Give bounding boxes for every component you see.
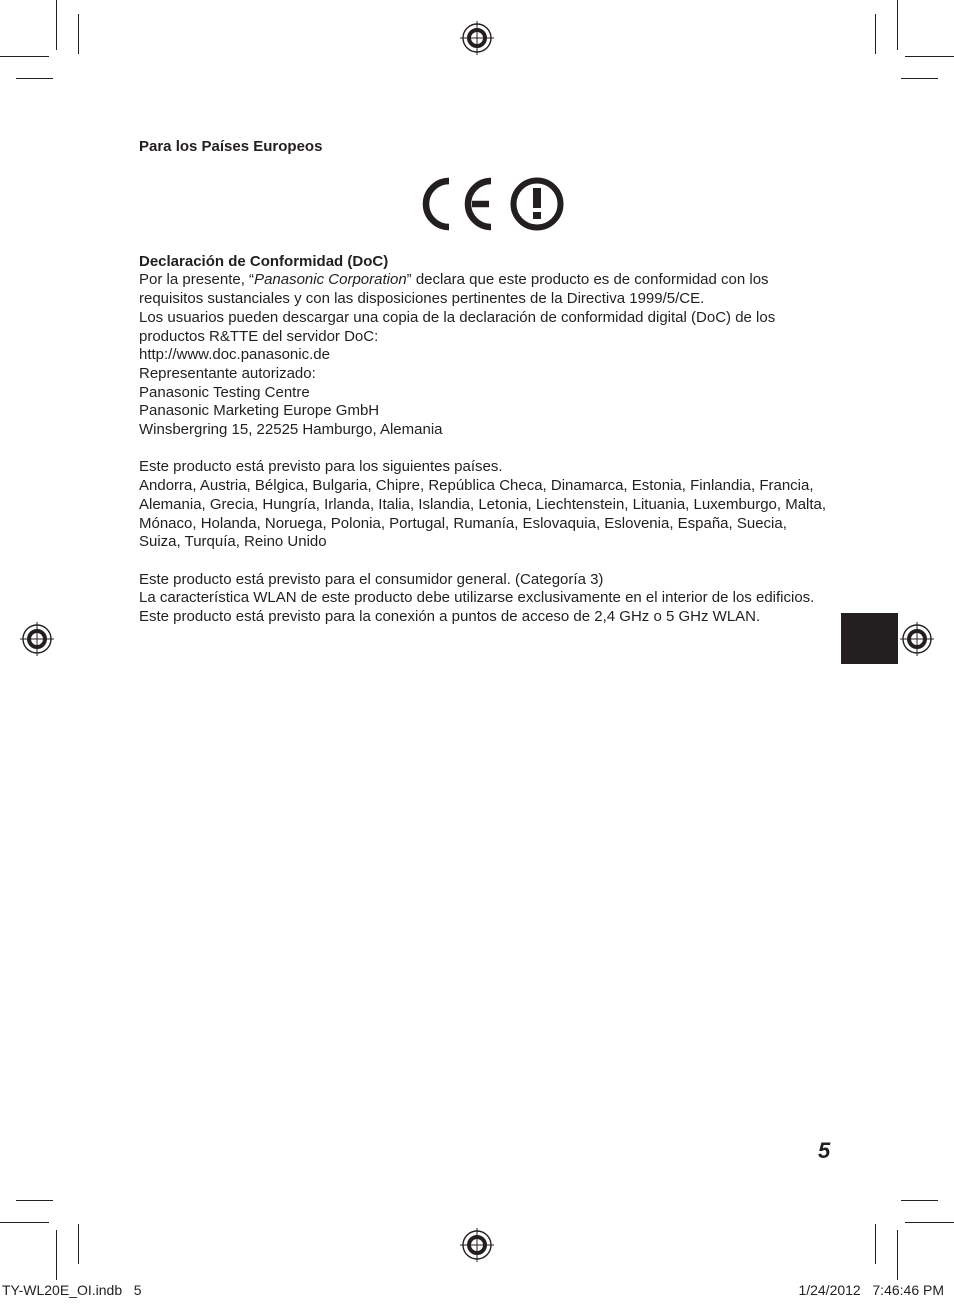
crop-mark xyxy=(901,78,938,79)
footer-file: TY-WL20E_OI.indb 5 xyxy=(2,1282,142,1298)
crop-mark xyxy=(897,1230,898,1280)
page-number: 5 xyxy=(818,1138,831,1163)
crop-mark xyxy=(16,1200,53,1201)
spacer xyxy=(139,552,829,571)
representative-line: Winsbergring 15, 22525 Hamburgo, Alemania xyxy=(139,421,443,439)
crop-mark xyxy=(56,1230,57,1280)
consumer-text: Este producto está previsto para el consumidor general. (Categoría 3) xyxy=(139,570,604,588)
doc-heading: Declaración de Conformidad (DoC) xyxy=(139,252,389,270)
crop-mark xyxy=(901,1200,938,1201)
ce-alert-marks xyxy=(419,175,569,233)
crop-mark xyxy=(897,0,898,50)
declaration-text xyxy=(139,271,829,308)
registration-mark-icon xyxy=(460,21,494,55)
declaration-prefix: Por la presente, “ xyxy=(139,271,255,289)
company-name: Panasonic Corporation xyxy=(254,271,407,289)
representative-label: Representante autorizado: xyxy=(139,364,316,382)
registration-mark-icon xyxy=(900,622,934,656)
document-body xyxy=(139,138,829,627)
crop-mark xyxy=(56,0,57,50)
crop-mark xyxy=(905,1222,954,1223)
crop-mark xyxy=(78,1224,79,1264)
wlan-indoor-text: La característica WLAN de este producto debe utilizarse exclusivamente en el interior de los edificios. xyxy=(139,589,815,607)
crop-mark xyxy=(875,14,876,54)
registration-mark-icon xyxy=(460,1228,494,1262)
crop-mark xyxy=(16,78,53,79)
crop-mark xyxy=(0,56,49,57)
crop-mark xyxy=(905,56,954,57)
countries-list: Andorra, Austria, Bélgica, Bulgaria, Chipre, República Checa, Dinamarca, Estonia, Finlandia, Francia, Alemania, Grecia, Hungría, Irlanda, Italia, Islandia, Letonia, Liechtenstein, Lituania, Luxemburgo, Malta, Mónaco, Holanda, Noruega, Polonia, Portugal, Rumanía, Eslovaquia, Eslovenia, España, Suecia, Suiza, Turquía, Reino Unido xyxy=(139,477,827,551)
representative-line: Panasonic Marketing Europe GmbH xyxy=(139,402,380,420)
crop-mark xyxy=(875,1224,876,1264)
representative-line: Panasonic Testing Centre xyxy=(139,383,310,401)
language-tab xyxy=(841,613,898,664)
download-text: Los usuarios pueden descargar una copia de la declaración de conformidad digital (DoC) de los productos R&TTE del servidor DoC: xyxy=(139,308,776,345)
alert-mark-icon xyxy=(514,180,561,227)
registration-mark-icon xyxy=(20,622,54,656)
crop-mark xyxy=(78,14,79,54)
ce-mark-icon xyxy=(426,181,491,227)
wlan-access-text: Este producto está previsto para la conexión a puntos de acceso de 2,4 GHz o 5 GHz WLAN. xyxy=(139,608,761,626)
crop-mark xyxy=(0,1222,49,1223)
footer-timestamp: 1/24/2012 7:46:46 PM xyxy=(798,1282,944,1298)
countries-intro: Este producto está previsto para los siguientes países. xyxy=(139,458,503,476)
certification-marks xyxy=(139,175,829,233)
declaration-suffix: ” declara que este producto es de conformidad con los requisitos sustanciales y con las disposiciones pertinentes de la Directiva 1999/5/CE. xyxy=(139,271,769,308)
section-title: Para los Países Europeos xyxy=(139,138,323,155)
doc-server-url: http://www.doc.panasonic.de xyxy=(139,346,330,364)
spacer xyxy=(139,440,829,459)
